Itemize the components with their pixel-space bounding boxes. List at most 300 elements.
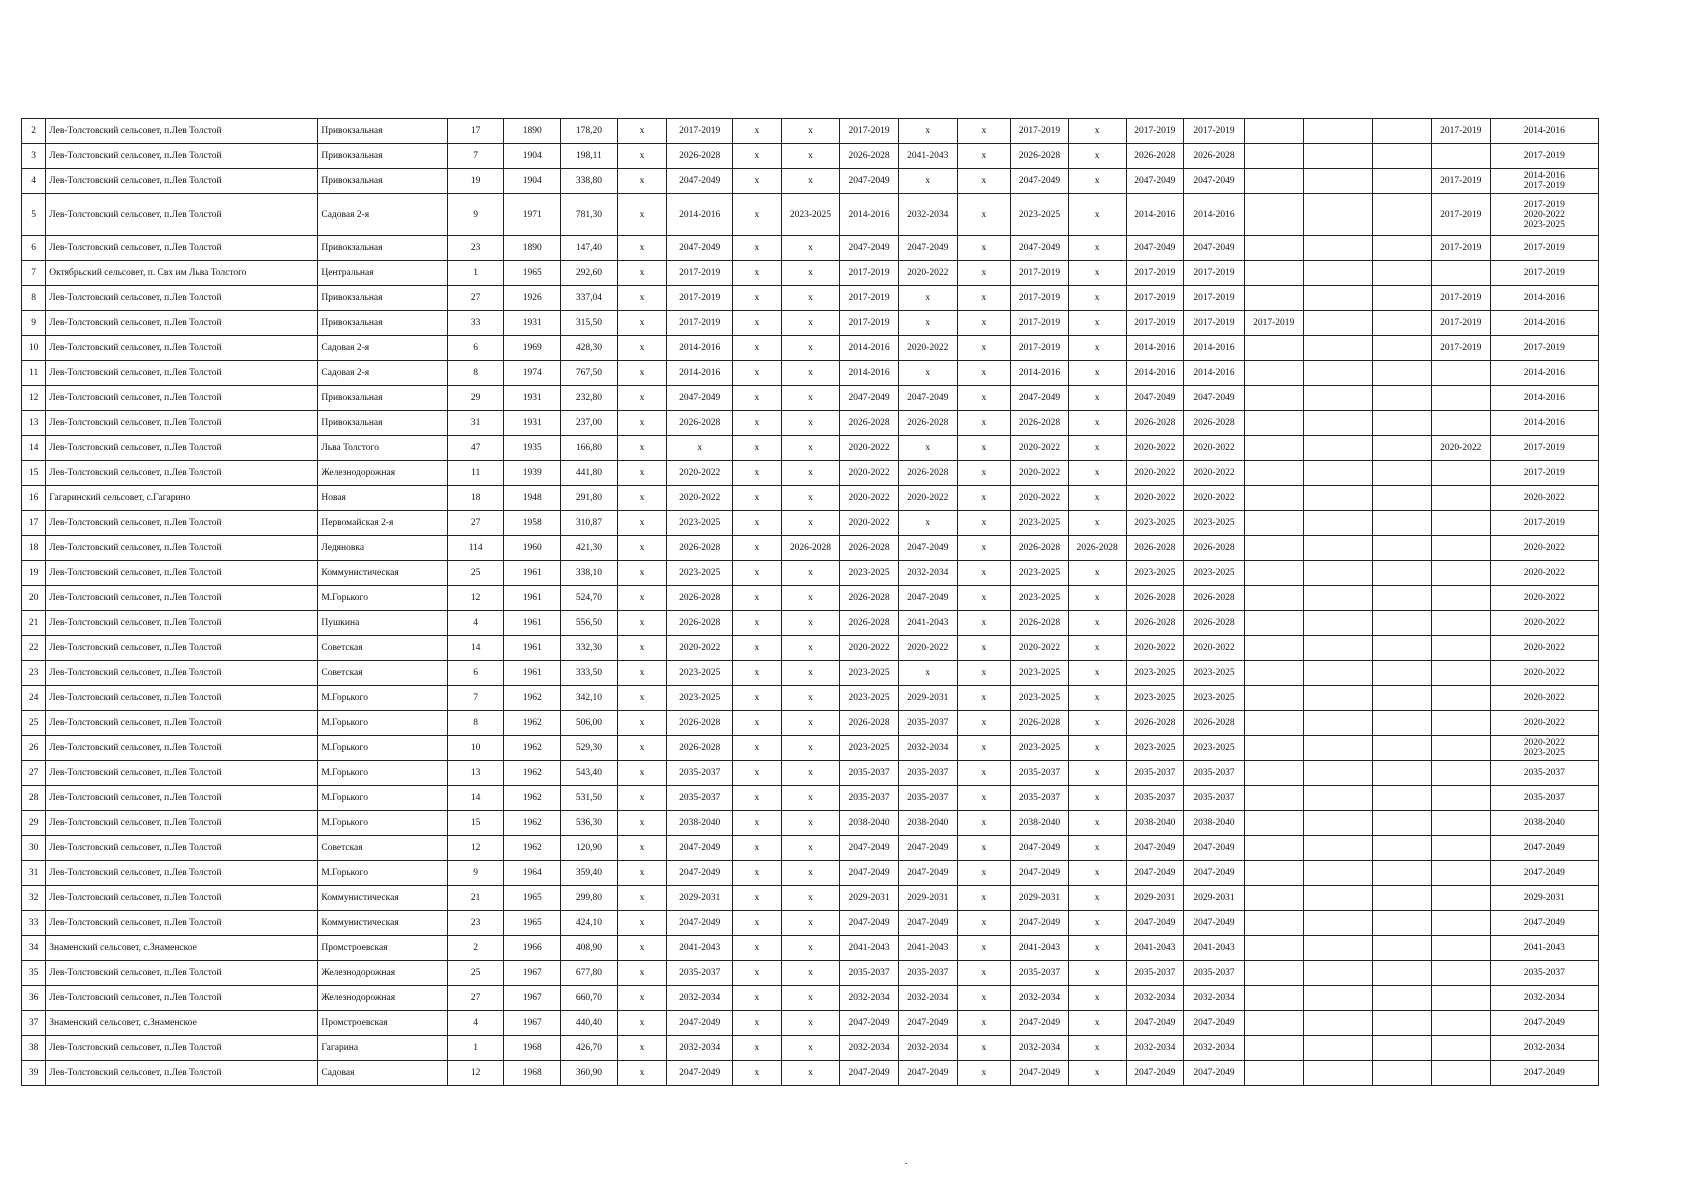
cell-col-g: х [957, 811, 1011, 836]
cell-col-g: х [957, 144, 1011, 169]
cell-col-k: 2026-2028 [1184, 611, 1245, 636]
cell-col-k: 2038-2040 [1184, 811, 1245, 836]
cell-col-k: 2020-2022 [1184, 486, 1245, 511]
cell-col-a: х [617, 886, 667, 911]
cell-col-n [1373, 511, 1432, 536]
table-row [22, 1061, 1599, 1086]
cell-settlement-address: Лев-Толстовский сельсовет, п.Лев Толстой [46, 411, 318, 436]
cell-col-m [1303, 786, 1373, 811]
cell-col-o: 2017-2019 [1431, 169, 1490, 194]
cell-col-i: х [1068, 636, 1126, 661]
cell-col-b: 2020-2022 [667, 461, 733, 486]
table-row [22, 436, 1599, 461]
cell-col-p: 2020-2022 2023-2025 [1490, 736, 1598, 761]
cell-col-f: 2047-2049 [898, 386, 957, 411]
housing-repair-table [21, 118, 1599, 1086]
cell-col-n [1373, 461, 1432, 486]
cell-col-e: 2047-2049 [840, 236, 899, 261]
cell-area: 531,50 [561, 786, 618, 811]
cell-col-l [1244, 486, 1303, 511]
cell-col-d: х [781, 861, 840, 886]
cell-col-l [1244, 686, 1303, 711]
cell-col-f: х [898, 661, 957, 686]
cell-col-f: 2035-2037 [898, 761, 957, 786]
cell-house-number: 31 [447, 411, 504, 436]
cell-col-n [1373, 386, 1432, 411]
cell-col-a: х [617, 1011, 667, 1036]
cell-col-p: 2017-2019 [1490, 336, 1598, 361]
cell-row-number: 21 [22, 611, 46, 636]
cell-street: Садовая [318, 1061, 447, 1086]
cell-col-i: х [1068, 386, 1126, 411]
cell-col-f: 2032-2034 [898, 986, 957, 1011]
cell-row-number: 26 [22, 736, 46, 761]
cell-year-built: 1968 [504, 1061, 561, 1086]
cell-year-built: 1904 [504, 144, 561, 169]
cell-col-b: 2026-2028 [667, 736, 733, 761]
cell-col-o [1431, 661, 1490, 686]
cell-col-h: 2023-2025 [1011, 194, 1069, 236]
cell-col-a: х [617, 736, 667, 761]
cell-col-o [1431, 611, 1490, 636]
cell-col-e: 2035-2037 [840, 761, 899, 786]
cell-col-j: 2014-2016 [1126, 361, 1184, 386]
cell-house-number: 114 [447, 536, 504, 561]
cell-col-g: х [957, 611, 1011, 636]
cell-col-k: 2014-2016 [1184, 361, 1245, 386]
cell-col-p: 2014-2016 [1490, 286, 1598, 311]
cell-col-h: 2023-2025 [1011, 586, 1069, 611]
cell-col-c: х [733, 486, 782, 511]
cell-year-built: 1962 [504, 836, 561, 861]
cell-street: М.Горького [318, 861, 447, 886]
cell-col-g: х [957, 261, 1011, 286]
cell-year-built: 1961 [504, 661, 561, 686]
cell-col-o [1431, 561, 1490, 586]
cell-house-number: 17 [447, 119, 504, 144]
cell-col-b: 2047-2049 [667, 1011, 733, 1036]
cell-col-f: 2032-2034 [898, 194, 957, 236]
cell-col-m [1303, 236, 1373, 261]
cell-col-h: 2047-2049 [1011, 169, 1069, 194]
cell-col-c: х [733, 936, 782, 961]
table-row [22, 144, 1599, 169]
cell-col-j: 2014-2016 [1126, 336, 1184, 361]
cell-house-number: 4 [447, 1011, 504, 1036]
cell-col-k: 2014-2016 [1184, 194, 1245, 236]
cell-area: 198,11 [561, 144, 618, 169]
cell-street: Железнодорожная [318, 461, 447, 486]
cell-col-e: 2026-2028 [840, 586, 899, 611]
cell-col-m [1303, 411, 1373, 436]
cell-col-j: 2023-2025 [1126, 661, 1184, 686]
cell-col-d: х [781, 411, 840, 436]
cell-area: 408,90 [561, 936, 618, 961]
cell-col-a: х [617, 811, 667, 836]
cell-settlement-address: Лев-Толстовский сельсовет, п.Лев Толстой [46, 336, 318, 361]
cell-street: Промстроевская [318, 936, 447, 961]
cell-area: 332,30 [561, 636, 618, 661]
cell-house-number: 33 [447, 311, 504, 336]
cell-col-i: х [1068, 461, 1126, 486]
cell-area: 441,80 [561, 461, 618, 486]
cell-col-k: 2047-2049 [1184, 861, 1245, 886]
cell-col-e: 2038-2040 [840, 811, 899, 836]
cell-settlement-address: Лев-Толстовский сельсовет, п.Лев Толстой [46, 119, 318, 144]
cell-settlement-address: Лев-Толстовский сельсовет, п.Лев Толстой [46, 961, 318, 986]
cell-col-c: х [733, 736, 782, 761]
cell-area: 359,40 [561, 861, 618, 886]
cell-col-l [1244, 261, 1303, 286]
table-row [22, 636, 1599, 661]
cell-row-number: 38 [22, 1036, 46, 1061]
cell-col-l [1244, 786, 1303, 811]
cell-street: М.Горького [318, 586, 447, 611]
cell-col-b: 2026-2028 [667, 536, 733, 561]
cell-col-j: 2023-2025 [1126, 686, 1184, 711]
cell-col-l [1244, 119, 1303, 144]
cell-house-number: 2 [447, 936, 504, 961]
cell-col-l [1244, 936, 1303, 961]
cell-col-f: 2035-2037 [898, 711, 957, 736]
cell-col-p: 2032-2034 [1490, 986, 1598, 1011]
cell-col-g: х [957, 311, 1011, 336]
cell-year-built: 1960 [504, 536, 561, 561]
cell-col-n [1373, 486, 1432, 511]
cell-col-c: х [733, 411, 782, 436]
cell-col-a: х [617, 236, 667, 261]
cell-settlement-address: Лев-Толстовский сельсовет, п.Лев Толстой [46, 736, 318, 761]
cell-col-f: х [898, 286, 957, 311]
cell-col-b: 2026-2028 [667, 711, 733, 736]
cell-year-built: 1962 [504, 686, 561, 711]
cell-area: 333,50 [561, 661, 618, 686]
cell-col-f: 2026-2028 [898, 461, 957, 486]
cell-col-i: х [1068, 961, 1126, 986]
cell-col-k: 2020-2022 [1184, 461, 1245, 486]
cell-col-p: 2014-2016 2017-2019 [1490, 169, 1598, 194]
cell-col-l [1244, 836, 1303, 861]
cell-col-k: 2035-2037 [1184, 761, 1245, 786]
cell-col-l [1244, 361, 1303, 386]
cell-col-a: х [617, 411, 667, 436]
cell-col-f: 2035-2037 [898, 961, 957, 986]
cell-col-h: 2017-2019 [1011, 261, 1069, 286]
cell-col-a: х [617, 936, 667, 961]
cell-area: 660,70 [561, 986, 618, 1011]
cell-col-f: 2020-2022 [898, 336, 957, 361]
cell-col-h: 2038-2040 [1011, 811, 1069, 836]
cell-col-l [1244, 661, 1303, 686]
cell-col-n [1373, 194, 1432, 236]
cell-street: Первомайская 2-я [318, 511, 447, 536]
cell-col-o [1431, 486, 1490, 511]
cell-house-number: 8 [447, 711, 504, 736]
cell-col-e: 2017-2019 [840, 261, 899, 286]
cell-col-l [1244, 286, 1303, 311]
cell-settlement-address: Лев-Толстовский сельсовет, п.Лев Толстой [46, 561, 318, 586]
cell-col-h: 2047-2049 [1011, 386, 1069, 411]
cell-col-j: 2035-2037 [1126, 786, 1184, 811]
cell-col-b: 2032-2034 [667, 1036, 733, 1061]
cell-col-d: х [781, 169, 840, 194]
cell-col-i: х [1068, 661, 1126, 686]
cell-col-p: 2017-2019 [1490, 261, 1598, 286]
cell-col-l [1244, 911, 1303, 936]
cell-col-m [1303, 119, 1373, 144]
cell-col-k: 2035-2037 [1184, 961, 1245, 986]
cell-col-p: 2038-2040 [1490, 811, 1598, 836]
table-row [22, 986, 1599, 1011]
cell-street: Советская [318, 836, 447, 861]
cell-col-j: 2032-2034 [1126, 986, 1184, 1011]
cell-area: 536,30 [561, 811, 618, 836]
cell-col-a: х [617, 711, 667, 736]
cell-col-c: х [733, 911, 782, 936]
cell-col-p: 2020-2022 [1490, 636, 1598, 661]
cell-col-b: 2047-2049 [667, 169, 733, 194]
cell-col-n [1373, 636, 1432, 661]
cell-col-b: 2047-2049 [667, 911, 733, 936]
cell-col-i: х [1068, 194, 1126, 236]
cell-street: Коммунистическая [318, 561, 447, 586]
cell-col-d: х [781, 636, 840, 661]
cell-col-m [1303, 986, 1373, 1011]
cell-settlement-address: Лев-Толстовский сельсовет, п.Лев Толстой [46, 986, 318, 1011]
cell-col-g: х [957, 761, 1011, 786]
cell-area: 337,04 [561, 286, 618, 311]
cell-col-j: 2020-2022 [1126, 636, 1184, 661]
cell-col-f: 2038-2040 [898, 811, 957, 836]
cell-col-f: 2026-2028 [898, 411, 957, 436]
cell-col-d: х [781, 586, 840, 611]
cell-col-b: 2041-2043 [667, 936, 733, 961]
cell-year-built: 1958 [504, 511, 561, 536]
cell-col-n [1373, 1061, 1432, 1086]
cell-col-n [1373, 586, 1432, 611]
cell-col-d: х [781, 761, 840, 786]
cell-col-i: х [1068, 611, 1126, 636]
cell-col-k: 2026-2028 [1184, 586, 1245, 611]
cell-area: 506,00 [561, 711, 618, 736]
cell-col-a: х [617, 336, 667, 361]
cell-street: Привокзальная [318, 386, 447, 411]
table-row [22, 736, 1599, 761]
cell-row-number: 18 [22, 536, 46, 561]
cell-settlement-address: Знаменский сельсовет, с.Знаменское [46, 1011, 318, 1036]
cell-settlement-address: Лев-Толстовский сельсовет, п.Лев Толстой [46, 911, 318, 936]
cell-col-b: 2029-2031 [667, 886, 733, 911]
cell-settlement-address: Лев-Толстовский сельсовет, п.Лев Толстой [46, 536, 318, 561]
cell-col-a: х [617, 194, 667, 236]
cell-street: Советская [318, 636, 447, 661]
cell-col-d: х [781, 711, 840, 736]
cell-col-h: 2035-2037 [1011, 961, 1069, 986]
cell-year-built: 1966 [504, 936, 561, 961]
cell-col-k: 2023-2025 [1184, 511, 1245, 536]
table-row [22, 1036, 1599, 1061]
cell-col-c: х [733, 286, 782, 311]
cell-area: 556,50 [561, 611, 618, 636]
cell-col-k: 2047-2049 [1184, 236, 1245, 261]
cell-col-k: 2047-2049 [1184, 1061, 1245, 1086]
cell-settlement-address: Лев-Толстовский сельсовет, п.Лев Толстой [46, 236, 318, 261]
cell-col-c: х [733, 386, 782, 411]
table-body [22, 119, 1599, 1086]
cell-col-a: х [617, 261, 667, 286]
cell-street: М.Горького [318, 761, 447, 786]
cell-col-a: х [617, 486, 667, 511]
cell-col-g: х [957, 1061, 1011, 1086]
cell-area: 338,80 [561, 169, 618, 194]
cell-col-k: 2047-2049 [1184, 169, 1245, 194]
cell-col-f: 2047-2049 [898, 1061, 957, 1086]
cell-col-n [1373, 119, 1432, 144]
cell-street: Центральная [318, 261, 447, 286]
cell-col-f: 2047-2049 [898, 911, 957, 936]
cell-col-b: 2014-2016 [667, 194, 733, 236]
cell-col-n [1373, 169, 1432, 194]
cell-row-number: 16 [22, 486, 46, 511]
cell-col-g: х [957, 986, 1011, 1011]
cell-col-j: 2026-2028 [1126, 144, 1184, 169]
cell-street: Садовая 2-я [318, 194, 447, 236]
cell-col-b: 2023-2025 [667, 561, 733, 586]
cell-col-k: 2023-2025 [1184, 661, 1245, 686]
scan-artifact [905, 1163, 907, 1164]
cell-col-p: 2020-2022 [1490, 686, 1598, 711]
cell-col-n [1373, 961, 1432, 986]
cell-col-f: 2020-2022 [898, 486, 957, 511]
cell-col-o [1431, 1011, 1490, 1036]
cell-col-p: 2032-2034 [1490, 1036, 1598, 1061]
cell-col-l [1244, 636, 1303, 661]
cell-col-a: х [617, 511, 667, 536]
cell-year-built: 1962 [504, 786, 561, 811]
cell-settlement-address: Лев-Толстовский сельсовет, п.Лев Толстой [46, 386, 318, 411]
cell-col-c: х [733, 336, 782, 361]
cell-house-number: 47 [447, 436, 504, 461]
cell-col-j: 2017-2019 [1126, 311, 1184, 336]
cell-settlement-address: Лев-Толстовский сельсовет, п.Лев Толстой [46, 861, 318, 886]
cell-col-i: х [1068, 936, 1126, 961]
cell-col-o [1431, 736, 1490, 761]
cell-col-g: х [957, 169, 1011, 194]
cell-settlement-address: Лев-Толстовский сельсовет, п.Лев Толстой [46, 661, 318, 686]
cell-row-number: 15 [22, 461, 46, 486]
cell-col-j: 2047-2049 [1126, 1011, 1184, 1036]
cell-settlement-address: Лев-Толстовский сельсовет, п.Лев Толстой [46, 836, 318, 861]
cell-col-p: 2020-2022 [1490, 561, 1598, 586]
cell-col-j: 2035-2037 [1126, 961, 1184, 986]
cell-col-p: 2047-2049 [1490, 836, 1598, 861]
cell-col-n [1373, 561, 1432, 586]
cell-street: Пушкина [318, 611, 447, 636]
cell-area: 120,90 [561, 836, 618, 861]
cell-col-l [1244, 561, 1303, 586]
table-row [22, 611, 1599, 636]
cell-col-n [1373, 811, 1432, 836]
cell-col-k: 2014-2016 [1184, 336, 1245, 361]
cell-row-number: 30 [22, 836, 46, 861]
cell-col-k: 2020-2022 [1184, 636, 1245, 661]
cell-col-l [1244, 861, 1303, 886]
cell-house-number: 6 [447, 336, 504, 361]
cell-col-c: х [733, 761, 782, 786]
cell-col-p: 2014-2016 [1490, 386, 1598, 411]
cell-col-a: х [617, 461, 667, 486]
cell-col-m [1303, 836, 1373, 861]
cell-year-built: 1965 [504, 911, 561, 936]
cell-col-a: х [617, 119, 667, 144]
cell-area: 524,70 [561, 586, 618, 611]
cell-col-p: 2017-2019 2020-2022 2023-2025 [1490, 194, 1598, 236]
cell-col-e: 2047-2049 [840, 386, 899, 411]
cell-col-m [1303, 144, 1373, 169]
cell-col-m [1303, 811, 1373, 836]
cell-col-l [1244, 511, 1303, 536]
cell-col-a: х [617, 536, 667, 561]
cell-col-n [1373, 661, 1432, 686]
cell-col-k: 2029-2031 [1184, 886, 1245, 911]
cell-col-b: 2026-2028 [667, 611, 733, 636]
cell-row-number: 7 [22, 261, 46, 286]
cell-col-g: х [957, 461, 1011, 486]
cell-row-number: 32 [22, 886, 46, 911]
cell-col-m [1303, 711, 1373, 736]
cell-col-o: 2017-2019 [1431, 286, 1490, 311]
cell-col-l [1244, 411, 1303, 436]
cell-col-c: х [733, 586, 782, 611]
cell-col-g: х [957, 1036, 1011, 1061]
cell-house-number: 15 [447, 811, 504, 836]
cell-year-built: 1962 [504, 761, 561, 786]
cell-col-a: х [617, 661, 667, 686]
cell-col-c: х [733, 861, 782, 886]
table-row [22, 661, 1599, 686]
cell-col-f: 2035-2037 [898, 786, 957, 811]
cell-col-p: 2017-2019 [1490, 144, 1598, 169]
cell-col-m [1303, 486, 1373, 511]
cell-col-f: х [898, 436, 957, 461]
cell-year-built: 1969 [504, 336, 561, 361]
cell-col-f: 2032-2034 [898, 1036, 957, 1061]
cell-area: 421,30 [561, 536, 618, 561]
cell-row-number: 24 [22, 686, 46, 711]
cell-col-k: 2026-2028 [1184, 536, 1245, 561]
cell-col-d: х [781, 561, 840, 586]
cell-col-a: х [617, 311, 667, 336]
cell-col-i: х [1068, 986, 1126, 1011]
cell-year-built: 1967 [504, 986, 561, 1011]
cell-col-l [1244, 961, 1303, 986]
cell-col-l [1244, 1011, 1303, 1036]
cell-col-n [1373, 236, 1432, 261]
cell-row-number: 9 [22, 311, 46, 336]
table-row [22, 761, 1599, 786]
table-row [22, 169, 1599, 194]
cell-area: 147,40 [561, 236, 618, 261]
cell-col-c: х [733, 986, 782, 1011]
cell-col-o [1431, 886, 1490, 911]
cell-col-l [1244, 144, 1303, 169]
cell-col-i: х [1068, 511, 1126, 536]
cell-col-c: х [733, 261, 782, 286]
cell-col-o: 2017-2019 [1431, 194, 1490, 236]
cell-col-m [1303, 169, 1373, 194]
cell-year-built: 1961 [504, 561, 561, 586]
cell-col-o [1431, 386, 1490, 411]
